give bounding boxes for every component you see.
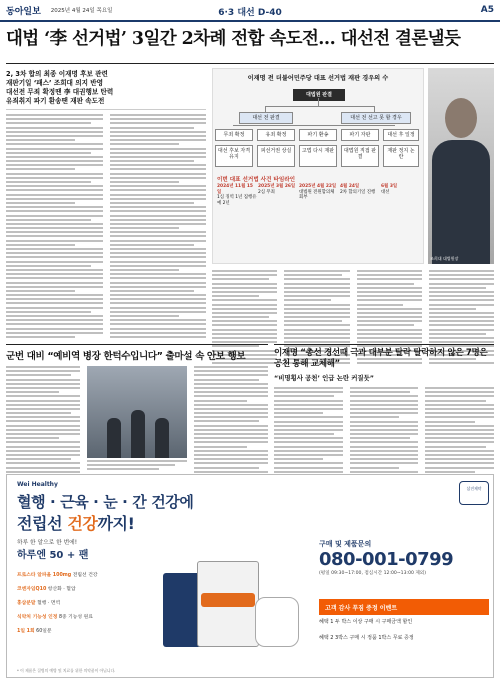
order-info: 구매 및 제품문의 080-001-0799 (평일 09:30~17:00, 점심시간 12:00~13:00 제외)	[319, 539, 489, 576]
lead-subhead: 대선전 무죄 확정땐 李 대권행보 탄력	[6, 88, 114, 96]
ad-feature: 식약처 기능성 인정 8중 기능성 원료	[17, 615, 93, 620]
node-supreme-ruling: 대법원 판결	[293, 89, 345, 101]
portrait-photo	[428, 68, 494, 264]
node-conviction: 유죄 확정	[257, 129, 295, 141]
lead-body	[6, 114, 206, 340]
maker-logo: 삼진제약	[459, 481, 489, 505]
ad-disclaimer: * 이 제품은 질병의 예방 및 치료를 위한 의약품이 아닙니다.	[17, 668, 116, 673]
graphic-title: 이재명 전 더불어민주당 대표 선거법 재판 경우의 수	[247, 75, 389, 82]
newspaper-logo: 동아일보	[6, 6, 41, 17]
story2-photo	[87, 366, 187, 458]
issue-date: 2025년 4월 24일 목요일	[50, 8, 113, 14]
photo-caption: 조희대 대법원장	[430, 256, 459, 261]
ad-feature: 코엔자임Q10 항산화 · 혈압	[17, 587, 76, 592]
leaf-retrial: 고법 다시 재판	[299, 145, 337, 167]
lead-column	[6, 114, 103, 340]
lead-subhead: 유죄취지 파기 환송땐 재판 속도전	[6, 97, 105, 105]
supplement-advertisement[interactable]	[6, 474, 494, 678]
ad-feature: 1일 1회 60일분	[17, 629, 52, 634]
main-headline-block	[6, 28, 494, 64]
timeline-item: 4월 24일 2차 합의기일 진행	[340, 184, 376, 195]
lead-column	[110, 114, 207, 340]
timeline-item: 6월 3일 대선	[381, 184, 398, 195]
ad-feature: 홍삼분말 혈행 · 면역	[17, 601, 61, 606]
leaf-direct-ruling: 대법원 직접 판결	[341, 145, 379, 167]
lead-story	[6, 70, 206, 340]
node-before-election: 대선 전 판결	[239, 112, 293, 124]
timeline-item: 2024년 11월 15일 1심 징역 1년 집행유예 2년	[217, 184, 257, 206]
ad-title-line1: 혈행 · 근육 · 눈 · 간 건강에	[17, 493, 194, 511]
lead-subhead: 2, 3차 합의 최종 이재명 후보 관련	[6, 70, 108, 78]
section-label: 6·3 대선 D-40	[218, 8, 282, 18]
ad-brand: Wei Healthy	[17, 481, 58, 488]
masthead	[0, 0, 500, 22]
gift-item: 혜택 1 두 박스 이상 구매 시 구매금액 할인	[319, 619, 413, 625]
story3-headline[interactable]: 이재명 “총선 경선때 극과 대부분 탈락 탈락하지 않은 7명은 공천 통해 교체해”	[274, 348, 488, 369]
timeline-title: 이번 대표 선거법 사건 타임라인	[217, 177, 296, 183]
page-number: A5	[480, 5, 494, 15]
node-post-election: 대선 후 일정	[383, 129, 419, 141]
product-packages	[157, 553, 307, 653]
node-self-ruling: 파기 자판	[341, 129, 379, 141]
ad-blurb: 하루 한 알으로 한 번에! 하루엔 50 + 팬	[17, 540, 89, 561]
lead-subhead: 재판기일 ‘패스’ 조희대 의지 반영	[6, 79, 103, 87]
leaf-eligible: 대선 후보 자격 유지	[215, 145, 253, 167]
leaf-disqualified: 피선거권 상실	[257, 145, 295, 167]
node-acquittal: 무죄 확정	[215, 129, 253, 141]
timeline-item: 2025년 3월 26일 2심 무죄	[258, 184, 296, 195]
ad-feature: 프로스타 알파올 100mg 전립선 건강	[17, 573, 98, 578]
phone-number[interactable]: 080-001-0799	[319, 549, 454, 570]
node-remand: 파기 환송	[299, 129, 337, 141]
gift-item: 혜택 2 3박스 구매 시 정품 1박스 무료 증정	[319, 635, 414, 641]
promo-banner: 고객 감사 푸짐 증정 이벤트	[319, 599, 489, 615]
leaf-suspension: 재판 정지 논란	[383, 145, 419, 167]
story3-pull-quote: “비명횡사 공천’ 인급 논란 커질듯”	[274, 374, 374, 382]
ad-title-line2: 전립선 건강까지!	[17, 514, 135, 533]
node-after-election: 대선 전 선고 못 할 경우	[341, 112, 411, 124]
lead-subheads	[6, 70, 206, 110]
timeline-item: 2025년 4월 22일 대법원 전원합의체 회부	[299, 184, 337, 201]
case-outcomes-graphic	[212, 68, 424, 264]
main-headline[interactable]: 대법 ‘李 선거법’ 3일간 2차례 전합 속도전… 대선전 결론낼듯	[6, 29, 461, 49]
story2-headline[interactable]: 군번 대비 “예비역 병장 한턱수입니다” 출마설 속 안보 행보	[6, 351, 246, 362]
